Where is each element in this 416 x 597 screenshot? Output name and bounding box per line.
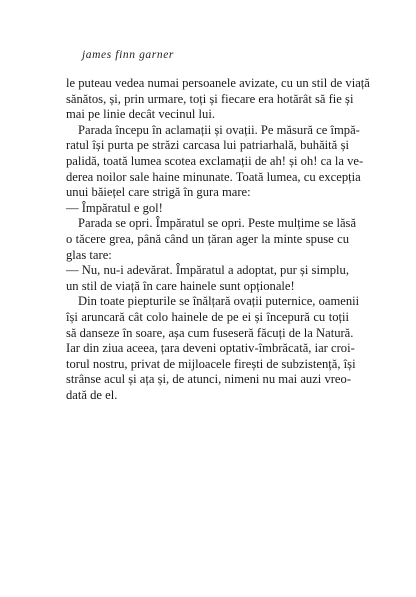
text-line: torul nostru, privat de mijloacele firești de subzistență, își (66, 356, 356, 371)
text-line: palidă, toată lumea scotea exclamații de ah! și oh! ca la ve- (66, 153, 364, 168)
paragraph-3 (66, 201, 349, 217)
text-line: Din toate piepturile se înălțară ovații puternice, oamenii (78, 294, 360, 309)
text-line: strânse acul și ața și, de atunci, nimeni nu mai auzi vreo- (66, 372, 352, 387)
text-line: dată de el. (66, 387, 118, 402)
text-line: să danseze în soare, așa cum fuseseră făcuți de la Natură. (66, 325, 354, 340)
text-line: Iar din ziua aceea, țara deveni optativ-îmbrăcată, iar croi- (66, 341, 355, 356)
text-line: o tăcere grea, până când un țăran ager la minte spuse cu (66, 231, 349, 246)
paragraph-2 (66, 122, 364, 201)
body-text (66, 76, 370, 403)
text-line: le puteau vedea numai persoanele avizate, cu un stil de viață (66, 76, 370, 90)
text-line: sănătos, și, prin urmare, toți și fiecare era hotărât să fie și (66, 91, 354, 106)
text-line: unui băiețel care strigă în gura mare: (66, 185, 251, 200)
paragraph-4 (66, 216, 357, 263)
paragraph-6 (66, 294, 360, 403)
paragraph-1 (66, 76, 370, 123)
text-line: ratul își purta pe străzi carcasa lui patriarhală, buhăită și (66, 138, 349, 153)
text-line: glas tare: (66, 247, 112, 262)
text-line: își aruncară cât colo hainele de pe ei și începură cu toții (66, 309, 349, 324)
paragraph-5 (66, 263, 349, 294)
text-line: un stil de viață în care hainele sunt opționale! (66, 278, 295, 293)
text-line: Parada începu în aclamații și ovații. Pe măsură ce împă- (78, 122, 360, 137)
dialogue-line: — Împăratul e gol! (66, 200, 163, 215)
dialogue-line: — Nu, nu-i adevărat. Împăratul a adoptat, pur și simplu, (66, 263, 349, 278)
text-line: derea noilor sale haine minunate. Toată lumea, cu excepția (66, 169, 361, 184)
running-head: james finn garner (82, 49, 174, 61)
text-line: Parada se opri. Împăratul se opri. Peste mulțime se lăsă (78, 216, 357, 231)
text-line: mai pe linie decât vecinul lui. (66, 107, 215, 122)
